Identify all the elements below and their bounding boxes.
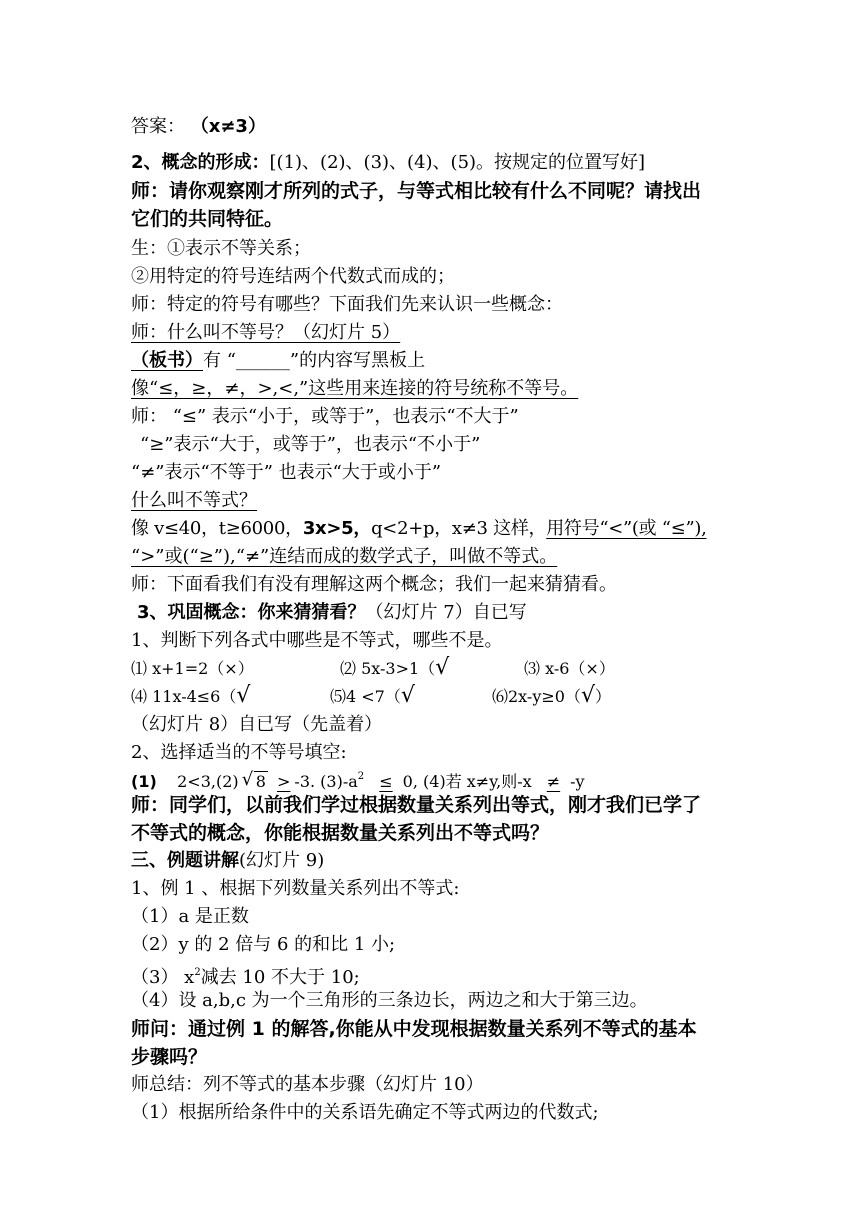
board-line: [131, 348, 425, 374]
section-2-note: [(1)、(2)、(3)、(4)、(5)。按规定的位置写好]: [269, 152, 646, 173]
judge-item-4: [131, 684, 250, 710]
check-mark-icon: √: [580, 683, 595, 708]
item-3-expr: ⑶ x-6（: [524, 659, 586, 678]
ineq-ex-b: 3x>5，: [302, 518, 372, 539]
item-5-expr: ⑸4 <7（: [330, 687, 401, 706]
example-item-4: （4）设 a,b,c 为一个三角形的三条边长，两边之和大于第三边。: [131, 990, 648, 1011]
fill-in-line: [131, 764, 585, 795]
question-1: 1、判断下列各式中哪些是不等式，哪些不是。: [131, 630, 503, 651]
item-2-expr: ⑵ 5x-3>1（: [340, 659, 436, 678]
item-3-close: ）: [598, 659, 615, 678]
judge-item-1: [131, 656, 254, 682]
board-text: 有 “______”的内容写黑板上: [203, 350, 426, 371]
example-item-1: （1）a 是正数: [131, 906, 249, 927]
teacher-line-4: 师：下面看我们有没有理解这两个概念；我们一起来猜猜看。: [131, 574, 617, 595]
item-1-expr: ⑴ x+1=2（: [131, 659, 225, 678]
section-3-heading: [137, 600, 527, 626]
item-6-expr: ⑹2x-y≥0（: [492, 687, 581, 706]
q2-d-op: ≠: [546, 772, 561, 791]
board-label: （板书）: [131, 350, 203, 371]
ineq-ex-d: 用符号“<”(或 “≤”),: [546, 518, 707, 539]
teacher-line-5-cont: 不等式的概念，你能根据数量关系列出不等式吗？: [131, 822, 550, 844]
ineq-ex-c: q<2+p，x≠3 这样，: [371, 518, 547, 539]
teacher-question-1: 师：请你观察刚才所列的式子，与等式相比较有什么不同呢？请找出: [131, 180, 702, 202]
q2-b-radicand: 8: [255, 772, 266, 791]
example-item-2: （2）y 的 2 倍与 6 的和比 1 小;: [131, 934, 396, 955]
section-three-heading: [131, 848, 324, 874]
ge-definition: “≥”表示“大于，或等于”，也表示“不小于”: [140, 434, 481, 455]
symbols-definition: 像“≤，≥，≠，>,<,”这些用来连接的符号统称不等号。: [131, 378, 579, 399]
e3-part-a: （3） x: [131, 967, 195, 988]
answer-label: 答案：: [131, 116, 185, 137]
section-3-note: （幻灯片 7）自已写: [365, 602, 527, 623]
q2-b-op: >: [277, 772, 291, 791]
q2-c-rhs: 0, (4)若 x≠y,则-x: [402, 772, 532, 791]
step-1: （1）根据所给条件中的关系语先确定不等式两边的代数式;: [131, 1102, 599, 1123]
q2-c-op: ≤: [379, 772, 393, 791]
section-three-title: 三、例题讲解: [131, 850, 239, 871]
check-mark-icon: √: [400, 683, 415, 708]
check-mark-icon: √: [435, 655, 450, 680]
what-is-inequality: 什么叫不等式？: [131, 490, 257, 511]
answer-line: [131, 114, 266, 140]
answer-value: （x≠3）: [190, 116, 266, 137]
e3-part-b: 减去 10 不大于 10;: [200, 967, 360, 988]
teacher-line-3: 师：什么叫不等号？（幻灯片 5）: [131, 322, 401, 343]
teacher-line-2: 师：特定的符号有哪些？下面我们先来认识一些概念：: [131, 294, 563, 315]
teacher-question-1-cont: 它们的共同特征。: [131, 208, 284, 230]
inequality-definition: “>”或(“≥”),“≠”连结而成的数学式子，叫做不等式。: [131, 546, 558, 567]
item-1-close: ）: [237, 659, 254, 678]
student-answer-2: ②用特定的符号连结两个代数式而成的；: [131, 266, 455, 287]
slide-8-note: （幻灯片 8）自已写（先盖着）: [131, 714, 383, 735]
section-3-title: 3、巩固概念：你来猜猜看？: [137, 602, 366, 623]
q2-d-rhs: -y: [570, 772, 585, 791]
q2-c-exponent: 2: [357, 771, 365, 782]
section-three-note: (幻灯片 9): [239, 850, 325, 871]
question-2: 2、选择适当的不等号填空:: [131, 742, 347, 763]
q2-a-rhs: 3,(2): [200, 772, 239, 791]
teacher-ask-cont: 步骤吗？: [131, 1046, 208, 1068]
q2-number: (1): [131, 772, 157, 791]
q2-a-lhs: 2: [177, 772, 188, 791]
judge-item-6: [492, 684, 611, 710]
section-2-title: 2、概念的形成：: [131, 152, 270, 173]
q2-a-op: <: [187, 772, 201, 791]
cross-mark-icon: ×: [585, 659, 599, 678]
teacher-line-5: 师：同学们，以前我们学过根据数量关系列出等式，刚才我们已学了: [131, 794, 702, 816]
judge-item-3: [524, 656, 615, 682]
section-2-heading: [131, 150, 645, 176]
item-6-close: ）: [595, 687, 612, 706]
item-4-expr: ⑷ 11x-4≤6（: [131, 687, 237, 706]
judge-item-5: [330, 684, 415, 710]
ne-definition: “≠”表示“不等于” 也表示“大于或小于”: [131, 462, 442, 483]
e3-exponent: 2: [194, 967, 201, 978]
example-1: 1、例 1 、根据下列数量关系列出不等式:: [131, 878, 460, 899]
q2-b-rhs: -3. (3)-a: [294, 772, 358, 791]
check-mark-icon: √: [236, 683, 251, 708]
teacher-summary: 师总结：列不等式的基本步骤（幻灯片 10）: [131, 1074, 484, 1095]
inequality-examples: [131, 516, 707, 542]
le-definition: 师： “≤” 表示“小于，或等于”，也表示“不大于”: [131, 406, 519, 427]
example-item-3: [131, 960, 360, 991]
student-answer-1: 生：①表示不等关系；: [131, 238, 311, 259]
ineq-ex-a: 像 v≤40，t≥6000，: [131, 518, 303, 539]
cross-mark-icon: ×: [224, 659, 238, 678]
judge-item-2: [340, 656, 449, 682]
teacher-ask: 师问：通过例 1 的解答,你能从中发现根据数量关系列不等式的基本: [131, 1018, 697, 1040]
